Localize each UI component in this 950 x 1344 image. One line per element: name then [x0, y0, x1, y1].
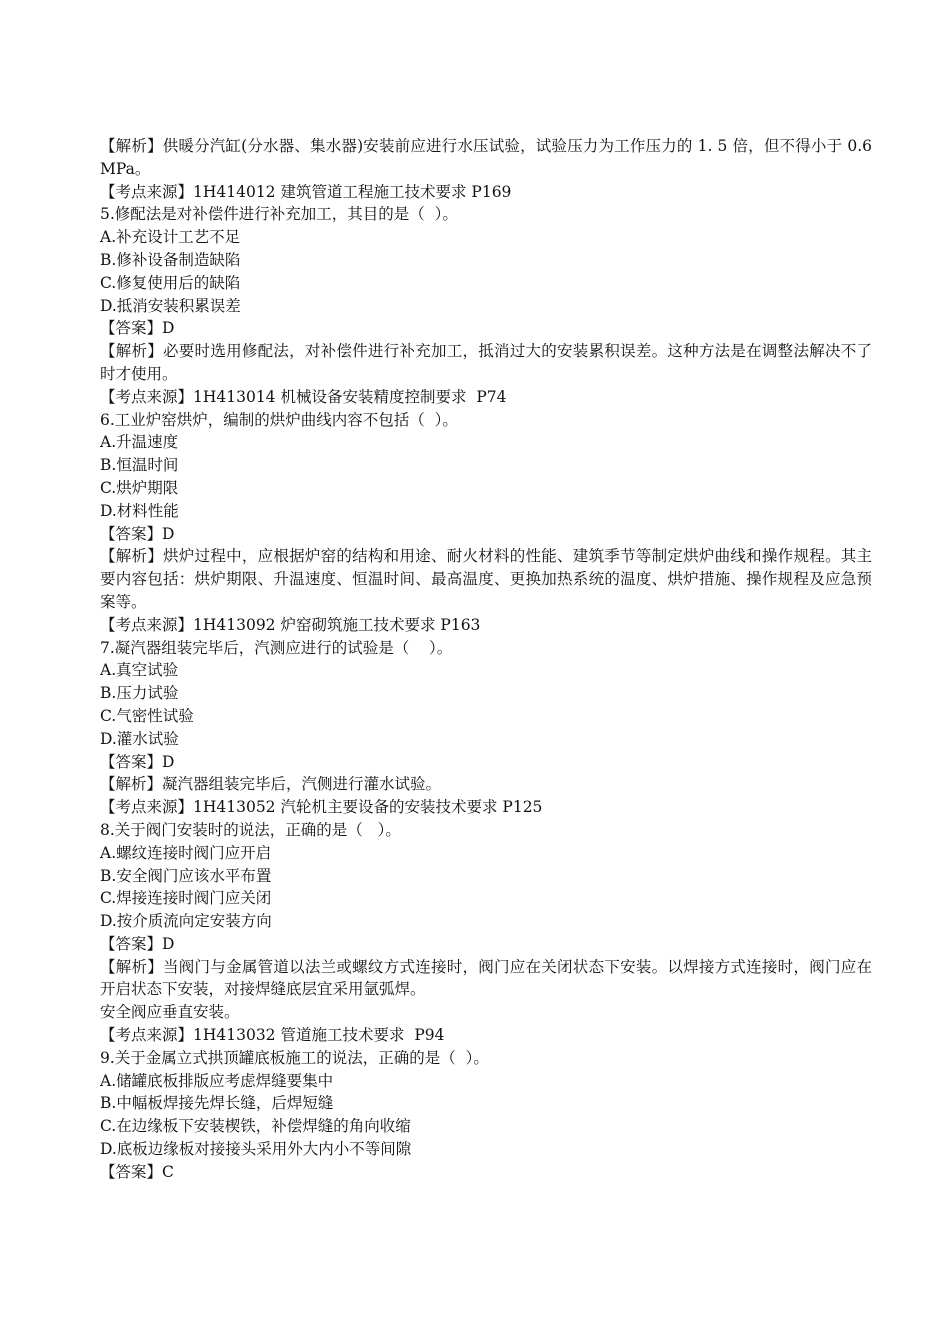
- option-b: B.中幅板焊接先焊长缝，后焊短缝: [100, 1094, 334, 1113]
- option-c: C.烘炉期限: [100, 478, 179, 497]
- option-b: B.恒温时间: [100, 456, 179, 475]
- option-a: A.升温速度: [100, 433, 179, 452]
- analysis-paragraph: 【解析】烘炉过程中，应根据炉窑的结构和用途、耐火材料的性能、建筑季节等制定烘炉曲线和操作规程。其主要内容包括：烘炉期限、升温速度、恒温时间、最高温度、更换加热系统的温度、烘炉措施、操作规程及应急预案等。: [100, 547, 872, 611]
- analysis-paragraph: 【解析】当阀门与金属管道以法兰或螺纹方式连接时，阀门应在关闭状态下安装。以焊接方式连接时，阀门应在开启状态下安装，对接焊缝底层宜采用氩弧焊。: [100, 957, 872, 999]
- question-8: 8.关于阀门安装时的说法，正确的是（ ）。: [100, 820, 401, 839]
- question-5: 5.修配法是对补偿件进行补充加工，其目的是（ ）。: [100, 205, 458, 224]
- answer-line: 【答案】D: [100, 934, 175, 953]
- analysis-paragraph: 【解析】凝汽器组装完毕后，汽侧进行灌水试验。: [100, 775, 442, 794]
- option-a: A.储罐底板排版应考虑焊缝要集中: [100, 1071, 334, 1090]
- option-d: D.材料性能: [100, 501, 179, 520]
- analysis-continuation: 安全阀应垂直安装。: [100, 1003, 240, 1022]
- option-d: D.抵消安装积累误差: [100, 296, 241, 315]
- source-line: 【考点来源】1H413052 汽轮机主要设备的安装技术要求 P125: [100, 798, 543, 817]
- source-line: 【考点来源】1H414012 建筑管道工程施工技术要求 P169: [100, 182, 512, 201]
- answer-line: 【答案】D: [100, 752, 175, 771]
- option-b: B.安全阀门应该水平布置: [100, 866, 272, 885]
- option-c: C.焊接连接时阀门应关闭: [100, 889, 272, 908]
- question-9: 9.关于金属立式拱顶罐底板施工的说法，正确的是（ ）。: [100, 1048, 489, 1067]
- analysis-paragraph: 【解析】供暖分汽缸(分水器、集水器)安装前应进行水压试验，试验压力为工作压力的 1. 5 倍，但不得小于 0.6MPa。: [100, 137, 872, 178]
- option-d: D.底板边缘板对接接头采用外大内小不等间隙: [100, 1140, 412, 1159]
- source-line: 【考点来源】1H413032 管道施工技术要求 P94: [100, 1026, 445, 1045]
- option-c: C.修复使用后的缺陷: [100, 273, 241, 292]
- option-b: B.修补设备制造缺陷: [100, 250, 241, 269]
- question-6: 6.工业炉窑烘炉，编制的烘炉曲线内容不包括（ ）。: [100, 410, 458, 429]
- option-a: A.补充设计工艺不足: [100, 228, 241, 247]
- source-line: 【考点来源】1H413014 机械设备安装精度控制要求 P74: [100, 387, 507, 406]
- answer-line: 【答案】D: [100, 319, 175, 338]
- document-page: [100, 135, 872, 1184]
- option-d: D.按介质流向定安装方向: [100, 912, 272, 931]
- analysis-paragraph: 【解析】必要时选用修配法，对补偿件进行补充加工，抵消过大的安装累积误差。这种方法是在调整法解决不了时才使用。: [100, 342, 872, 383]
- option-c: C.气密性试验: [100, 706, 194, 725]
- option-c: C.在边缘板下安装楔铁，补偿焊缝的角向收缩: [100, 1117, 411, 1136]
- option-d: D.灌水试验: [100, 729, 179, 748]
- answer-line: 【答案】C: [100, 1162, 174, 1181]
- option-b: B.压力试验: [100, 684, 179, 703]
- option-a: A.真空试验: [100, 661, 179, 680]
- answer-line: 【答案】D: [100, 524, 175, 543]
- question-7: 7.凝汽器组装完毕后，汽测应进行的试验是（ ）。: [100, 638, 453, 657]
- option-a: A.螺纹连接时阀门应开启: [100, 843, 272, 862]
- source-line: 【考点来源】1H413092 炉窑砌筑施工技术要求 P163: [100, 615, 481, 634]
